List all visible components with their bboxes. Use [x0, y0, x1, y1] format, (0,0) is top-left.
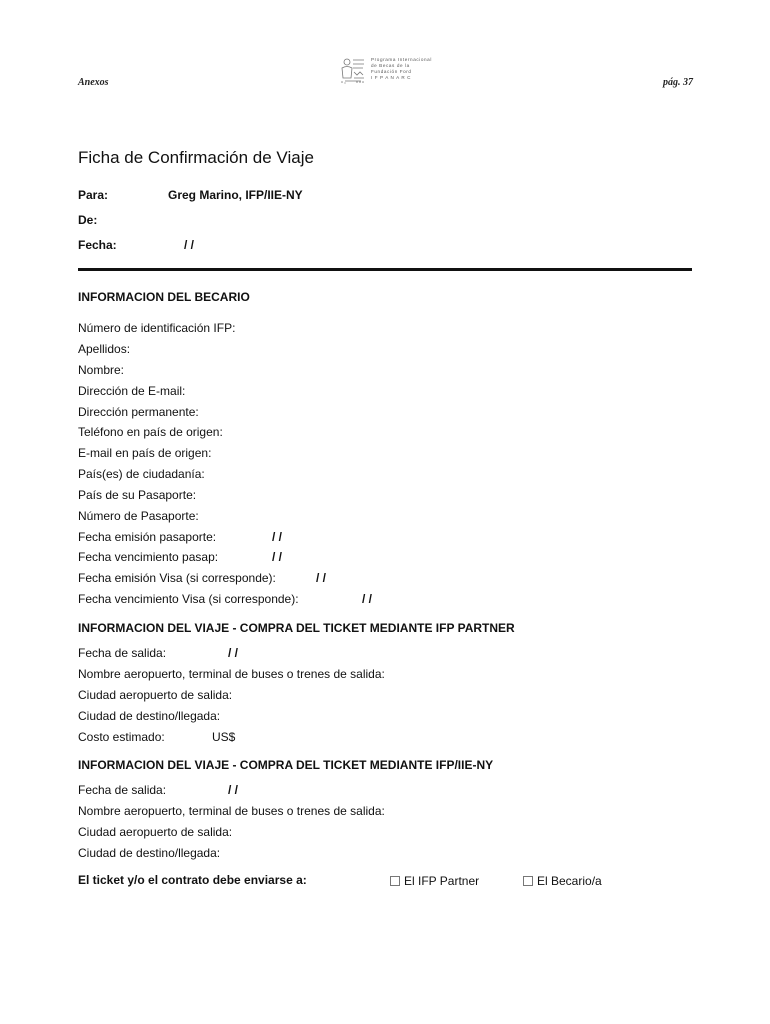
field-row: [78, 446, 211, 460]
field-label: País de su Pasaporte:: [78, 488, 197, 502]
field-row: [78, 688, 232, 702]
field-label: Nombre aeropuerto, terminal de buses o trenes de salida:: [78, 804, 385, 818]
fecha-label: Fecha:: [78, 238, 117, 252]
field-row: [78, 321, 235, 335]
field-row: [78, 804, 385, 818]
checkbox-becario[interactable]: [523, 876, 533, 886]
field-row: [78, 363, 124, 377]
de-label: De:: [78, 213, 98, 227]
field-row: [78, 783, 239, 797]
ifp-logo: [339, 56, 431, 86]
document-title: Ficha de Confirmación de Viaje: [78, 148, 314, 167]
field-row: [78, 667, 385, 681]
field-label: E-mail en país de origen:: [78, 446, 212, 460]
date-placeholder: / /: [362, 592, 373, 606]
logo-text: [371, 57, 432, 81]
logo-line: Programa Internacional: [371, 57, 432, 62]
field-row: [78, 509, 199, 523]
date-placeholder: / /: [228, 646, 239, 660]
field-label: Ciudad de destino/llegada:: [78, 709, 221, 723]
logo-line: Fundación Ford: [371, 69, 412, 74]
field-row: [78, 530, 283, 544]
field-row: [78, 646, 239, 660]
field-label: Dirección permanente:: [78, 405, 199, 419]
field-row: [78, 425, 223, 439]
option-ifp-partner[interactable]: [390, 873, 479, 889]
field-label: Número de Pasaporte:: [78, 509, 199, 523]
date-placeholder: / /: [316, 571, 327, 585]
meta-para: [78, 188, 303, 202]
option-label: El IFP Partner: [404, 874, 480, 888]
logo-line: de Becas de la: [371, 63, 410, 68]
field-label: Fecha vencimiento pasap:: [78, 550, 219, 564]
option-label: El Becario/a: [537, 874, 602, 888]
field-row: [78, 405, 199, 419]
field-label: Nombre aeropuerto, terminal de buses o trenes de salida:: [78, 667, 385, 681]
date-placeholder: / /: [228, 783, 239, 797]
field-label: Ciudad de destino/llegada:: [78, 846, 221, 860]
field-label: Fecha vencimiento Visa (si corresponde):: [78, 592, 299, 606]
section-divider: [78, 268, 692, 271]
field-label: Número de identificación IFP:: [78, 321, 236, 335]
field-row: [78, 709, 220, 723]
field-row: [78, 846, 220, 860]
field-row: [78, 550, 283, 564]
field-label: Dirección de E-mail:: [78, 384, 186, 398]
header-section-label: Anexos: [78, 77, 109, 88]
field-label: Fecha emisión pasaporte:: [78, 530, 217, 544]
field-label: Nombre:: [78, 363, 125, 377]
field-label: Fecha de salida:: [78, 783, 167, 797]
checkbox-ifp-partner[interactable]: [390, 876, 400, 886]
fecha-value: / /: [184, 238, 195, 252]
field-row: [78, 488, 196, 502]
field-label: Ciudad aeropuerto de salida:: [78, 825, 233, 839]
field-row: [78, 384, 185, 398]
option-becario[interactable]: [523, 873, 602, 889]
field-row: [78, 571, 327, 585]
currency-label: US$: [212, 730, 236, 744]
para-label: Para:: [78, 188, 109, 202]
page-number: pág. 37: [663, 77, 693, 88]
field-label: Costo estimado:: [78, 730, 165, 744]
section-heading-becario: INFORMACION DEL BECARIO: [78, 290, 250, 304]
section-heading-viaje-partner: INFORMACION DEL VIAJE - COMPRA DEL TICKET MEDIANTE IFP PARTNER: [78, 621, 515, 635]
field-row: [78, 825, 232, 839]
date-placeholder: / /: [272, 550, 283, 564]
field-row: [78, 342, 130, 356]
meta-fecha: [78, 238, 195, 252]
section-heading-viaje-iie: INFORMACION DEL VIAJE - COMPRA DEL TICKET MEDIANTE IFP/IIE-NY: [78, 758, 494, 772]
field-label: Fecha de salida:: [78, 646, 167, 660]
field-label: Teléfono en país de origen:: [78, 425, 223, 439]
para-value: Greg Marino, IFP/IIE-NY: [168, 188, 303, 202]
field-row: [78, 467, 205, 481]
field-label: Apellidos:: [78, 342, 131, 356]
meta-de: [78, 213, 97, 227]
ifp-logo-mark-icon: [339, 56, 367, 84]
field-row: [78, 592, 373, 606]
field-label: País(es) de ciudadanía:: [78, 467, 205, 481]
field-label: Ciudad aeropuerto de salida:: [78, 688, 233, 702]
field-row: [78, 730, 236, 744]
send-ticket-row: [78, 873, 692, 889]
send-ticket-label: El ticket y/o el contrato debe enviarse a:: [78, 873, 307, 887]
logo-line: I F P A N A R C: [371, 75, 412, 80]
date-placeholder: / /: [272, 530, 283, 544]
field-label: Fecha emisión Visa (si corresponde):: [78, 571, 276, 585]
